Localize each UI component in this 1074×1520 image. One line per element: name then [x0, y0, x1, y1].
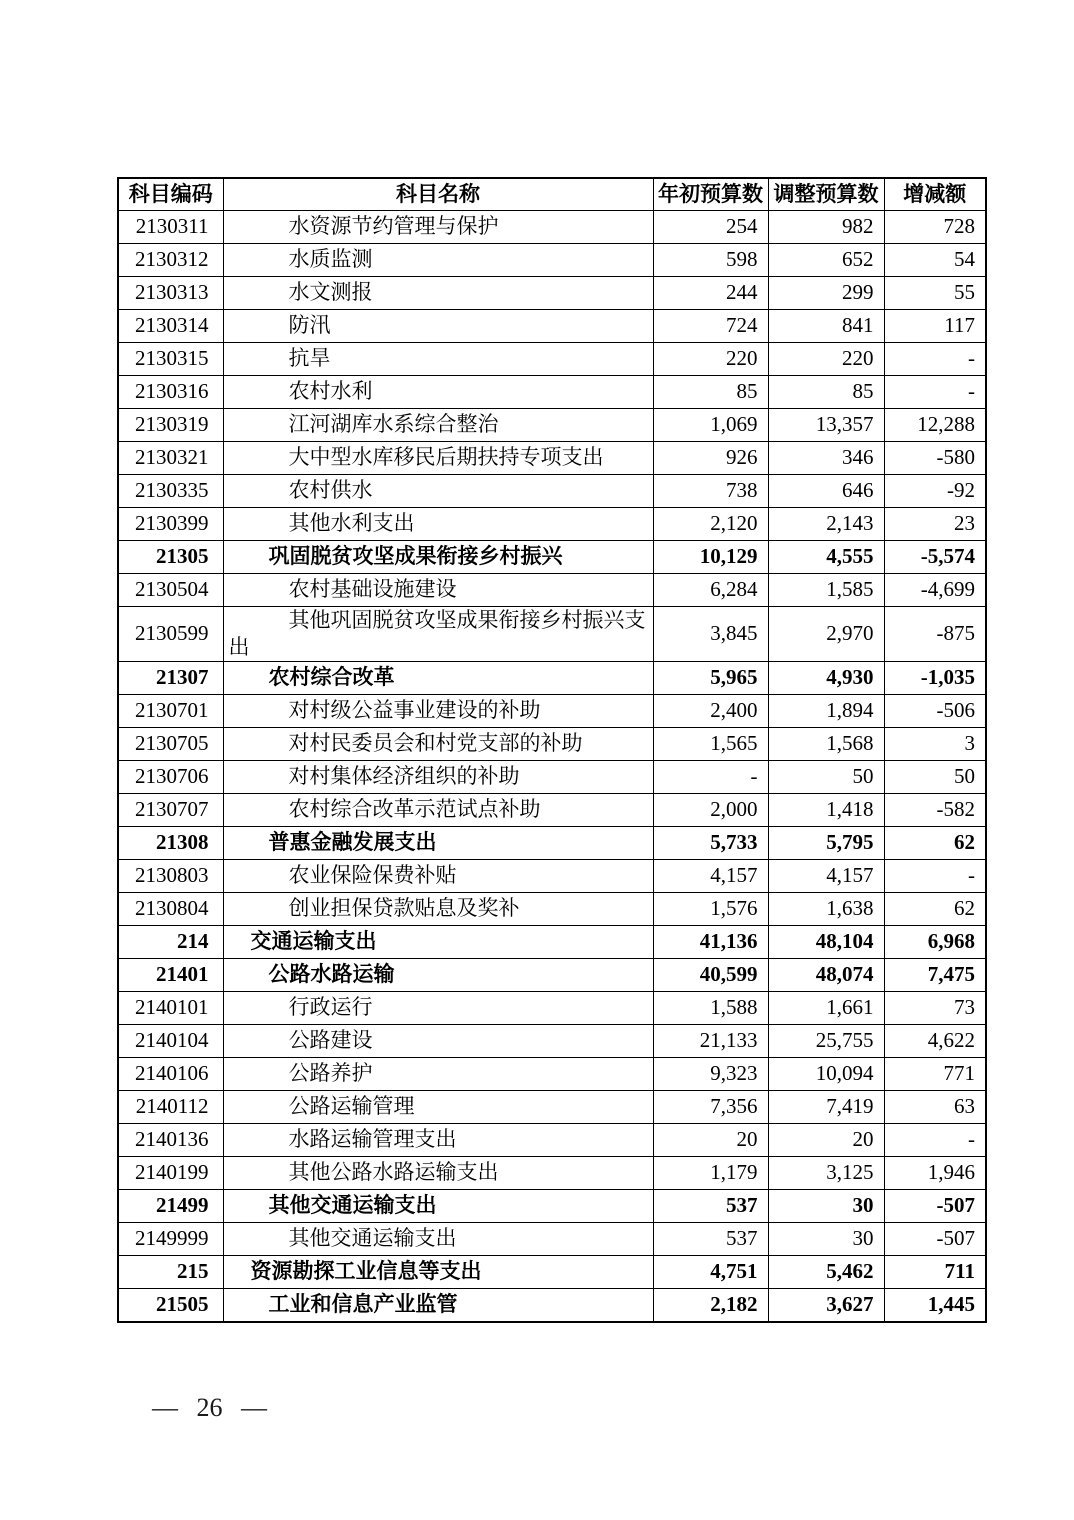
- change-amount-cell: -92: [884, 474, 986, 507]
- initial-budget-cell: 2,400: [653, 695, 768, 728]
- initial-budget-cell: 1,588: [653, 992, 768, 1025]
- budget-table: [117, 177, 987, 1323]
- change-amount-cell: 54: [884, 243, 986, 276]
- change-amount-cell: 23: [884, 507, 986, 540]
- change-amount-cell: -5,574: [884, 540, 986, 573]
- name-cell: 其他巩固脱贫攻坚成果衔接乡村振兴支出: [223, 606, 653, 662]
- initial-budget-cell: 3,845: [653, 606, 768, 662]
- table-row: [118, 606, 986, 662]
- table-row: [118, 695, 986, 728]
- adjusted-budget-cell: 1,585: [768, 573, 884, 606]
- adjusted-budget-cell: 1,638: [768, 893, 884, 926]
- name-cell: 农村水利: [223, 375, 653, 408]
- name-cell: 对村级公益事业建设的补助: [223, 695, 653, 728]
- code-cell: 2130316: [118, 375, 223, 408]
- adjusted-budget-cell: 7,419: [768, 1091, 884, 1124]
- initial-budget-cell: 4,751: [653, 1256, 768, 1289]
- change-amount-cell: -: [884, 860, 986, 893]
- column-header-name: 科目名称: [223, 178, 653, 210]
- adjusted-budget-cell: 4,930: [768, 662, 884, 695]
- change-amount-cell: 62: [884, 827, 986, 860]
- code-cell: 2149999: [118, 1223, 223, 1256]
- initial-budget-cell: 724: [653, 309, 768, 342]
- column-header-adjusted-budget: 调整预算数: [768, 178, 884, 210]
- adjusted-budget-cell: 20: [768, 1124, 884, 1157]
- code-cell: 2130803: [118, 860, 223, 893]
- initial-budget-cell: 2,000: [653, 794, 768, 827]
- code-cell: 2130399: [118, 507, 223, 540]
- initial-budget-cell: 738: [653, 474, 768, 507]
- code-cell: 2130804: [118, 893, 223, 926]
- name-cell: 农村供水: [223, 474, 653, 507]
- table-row: [118, 1058, 986, 1091]
- table-row: [118, 992, 986, 1025]
- table-row: [118, 794, 986, 827]
- initial-budget-cell: 2,120: [653, 507, 768, 540]
- initial-budget-cell: 537: [653, 1223, 768, 1256]
- name-cell: 创业担保贷款贴息及奖补: [223, 893, 653, 926]
- change-amount-cell: 7,475: [884, 959, 986, 992]
- table-row: [118, 728, 986, 761]
- table-row: [118, 441, 986, 474]
- change-amount-cell: -506: [884, 695, 986, 728]
- name-cell: 其他交通运输支出: [223, 1190, 653, 1223]
- name-cell: 大中型水库移民后期扶持专项支出: [223, 441, 653, 474]
- name-cell: 公路运输管理: [223, 1091, 653, 1124]
- name-cell: 工业和信息产业监管: [223, 1289, 653, 1322]
- code-cell: 2130312: [118, 243, 223, 276]
- name-cell: 农村综合改革示范试点补助: [223, 794, 653, 827]
- code-cell: 2130321: [118, 441, 223, 474]
- name-cell: 对村民委员会和村党支部的补助: [223, 728, 653, 761]
- change-amount-cell: -582: [884, 794, 986, 827]
- table-row: [118, 860, 986, 893]
- table-row: [118, 1091, 986, 1124]
- initial-budget-cell: 1,565: [653, 728, 768, 761]
- adjusted-budget-cell: 1,894: [768, 695, 884, 728]
- table-row: [118, 276, 986, 309]
- initial-budget-cell: 7,356: [653, 1091, 768, 1124]
- name-cell: 农村综合改革: [223, 662, 653, 695]
- change-amount-cell: -: [884, 1124, 986, 1157]
- initial-budget-cell: 41,136: [653, 926, 768, 959]
- code-cell: 2130504: [118, 573, 223, 606]
- table-row: [118, 210, 986, 243]
- name-cell: 公路水路运输: [223, 959, 653, 992]
- change-amount-cell: 4,622: [884, 1025, 986, 1058]
- initial-budget-cell: 598: [653, 243, 768, 276]
- code-cell: 2130701: [118, 695, 223, 728]
- code-cell: 2130706: [118, 761, 223, 794]
- initial-budget-cell: 1,179: [653, 1157, 768, 1190]
- page-number: — 26 —: [152, 1393, 267, 1422]
- name-cell: 水文测报: [223, 276, 653, 309]
- change-amount-cell: 63: [884, 1091, 986, 1124]
- code-cell: 2130315: [118, 342, 223, 375]
- adjusted-budget-cell: 2,143: [768, 507, 884, 540]
- table-row: [118, 893, 986, 926]
- table-row: [118, 375, 986, 408]
- code-cell: 21499: [118, 1190, 223, 1223]
- code-cell: 2130599: [118, 606, 223, 662]
- change-amount-cell: -580: [884, 441, 986, 474]
- code-cell: 21401: [118, 959, 223, 992]
- adjusted-budget-cell: 2,970: [768, 606, 884, 662]
- name-cell: 防汛: [223, 309, 653, 342]
- change-amount-cell: -507: [884, 1190, 986, 1223]
- initial-budget-cell: 244: [653, 276, 768, 309]
- initial-budget-cell: 10,129: [653, 540, 768, 573]
- name-cell: 农业保险保费补贴: [223, 860, 653, 893]
- table-row: [118, 474, 986, 507]
- change-amount-cell: -875: [884, 606, 986, 662]
- change-amount-cell: 771: [884, 1058, 986, 1091]
- adjusted-budget-cell: 1,418: [768, 794, 884, 827]
- table-row: [118, 1157, 986, 1190]
- adjusted-budget-cell: 5,795: [768, 827, 884, 860]
- change-amount-cell: 73: [884, 992, 986, 1025]
- column-header-change-amount: 增减额: [884, 178, 986, 210]
- code-cell: 2130335: [118, 474, 223, 507]
- change-amount-cell: 3: [884, 728, 986, 761]
- adjusted-budget-cell: 1,661: [768, 992, 884, 1025]
- table-row: [118, 1025, 986, 1058]
- change-amount-cell: -4,699: [884, 573, 986, 606]
- adjusted-budget-cell: 5,462: [768, 1256, 884, 1289]
- adjusted-budget-cell: 982: [768, 210, 884, 243]
- name-cell: 公路建设: [223, 1025, 653, 1058]
- change-amount-cell: 1,445: [884, 1289, 986, 1322]
- initial-budget-cell: 926: [653, 441, 768, 474]
- name-cell: 江河湖库水系综合整治: [223, 408, 653, 441]
- table-row: [118, 342, 986, 375]
- table-row: [118, 761, 986, 794]
- table-row: [118, 309, 986, 342]
- code-cell: 21505: [118, 1289, 223, 1322]
- budget-table-body: [118, 210, 986, 1322]
- code-cell: 2130311: [118, 210, 223, 243]
- adjusted-budget-cell: 48,074: [768, 959, 884, 992]
- code-cell: 21307: [118, 662, 223, 695]
- code-cell: 2140104: [118, 1025, 223, 1058]
- name-cell: 资源勘探工业信息等支出: [223, 1256, 653, 1289]
- adjusted-budget-cell: 346: [768, 441, 884, 474]
- adjusted-budget-cell: 30: [768, 1223, 884, 1256]
- code-cell: 2140106: [118, 1058, 223, 1091]
- table-row: [118, 408, 986, 441]
- change-amount-cell: 1,946: [884, 1157, 986, 1190]
- table-row: [118, 1223, 986, 1256]
- table-row: [118, 1124, 986, 1157]
- change-amount-cell: 12,288: [884, 408, 986, 441]
- code-cell: 214: [118, 926, 223, 959]
- table-row: [118, 507, 986, 540]
- adjusted-budget-cell: 4,555: [768, 540, 884, 573]
- name-cell: 对村集体经济组织的补助: [223, 761, 653, 794]
- change-amount-cell: 728: [884, 210, 986, 243]
- name-cell: 其他水利支出: [223, 507, 653, 540]
- initial-budget-cell: 20: [653, 1124, 768, 1157]
- name-cell: 水路运输管理支出: [223, 1124, 653, 1157]
- table-row: [118, 926, 986, 959]
- initial-budget-cell: 5,733: [653, 827, 768, 860]
- name-cell: 抗旱: [223, 342, 653, 375]
- name-cell: 水质监测: [223, 243, 653, 276]
- initial-budget-cell: 4,157: [653, 860, 768, 893]
- change-amount-cell: 711: [884, 1256, 986, 1289]
- adjusted-budget-cell: 3,627: [768, 1289, 884, 1322]
- initial-budget-cell: 2,182: [653, 1289, 768, 1322]
- change-amount-cell: -: [884, 342, 986, 375]
- code-cell: 2140112: [118, 1091, 223, 1124]
- change-amount-cell: 50: [884, 761, 986, 794]
- name-cell: 行政运行: [223, 992, 653, 1025]
- change-amount-cell: -1,035: [884, 662, 986, 695]
- adjusted-budget-cell: 30: [768, 1190, 884, 1223]
- initial-budget-cell: 21,133: [653, 1025, 768, 1058]
- table-row: [118, 243, 986, 276]
- name-cell: 巩固脱贫攻坚成果衔接乡村振兴: [223, 540, 653, 573]
- column-header-initial-budget: 年初预算数: [653, 178, 768, 210]
- code-cell: 21305: [118, 540, 223, 573]
- code-cell: 2130319: [118, 408, 223, 441]
- table-row: [118, 827, 986, 860]
- change-amount-cell: 62: [884, 893, 986, 926]
- initial-budget-cell: 1,069: [653, 408, 768, 441]
- adjusted-budget-cell: 652: [768, 243, 884, 276]
- table-row: [118, 573, 986, 606]
- code-cell: 215: [118, 1256, 223, 1289]
- adjusted-budget-cell: 299: [768, 276, 884, 309]
- table-row: [118, 662, 986, 695]
- code-cell: 21308: [118, 827, 223, 860]
- name-cell: 其他公路水路运输支出: [223, 1157, 653, 1190]
- adjusted-budget-cell: 4,157: [768, 860, 884, 893]
- initial-budget-cell: -: [653, 761, 768, 794]
- name-cell: 交通运输支出: [223, 926, 653, 959]
- table-row: [118, 1190, 986, 1223]
- change-amount-cell: -507: [884, 1223, 986, 1256]
- name-cell: 公路养护: [223, 1058, 653, 1091]
- name-cell: 水资源节约管理与保护: [223, 210, 653, 243]
- initial-budget-cell: 40,599: [653, 959, 768, 992]
- adjusted-budget-cell: 220: [768, 342, 884, 375]
- adjusted-budget-cell: 25,755: [768, 1025, 884, 1058]
- table-row: [118, 1256, 986, 1289]
- initial-budget-cell: 9,323: [653, 1058, 768, 1091]
- initial-budget-cell: 254: [653, 210, 768, 243]
- change-amount-cell: 55: [884, 276, 986, 309]
- name-cell: 普惠金融发展支出: [223, 827, 653, 860]
- name-cell: 农村基础设施建设: [223, 573, 653, 606]
- table-row: [118, 540, 986, 573]
- initial-budget-cell: 537: [653, 1190, 768, 1223]
- initial-budget-cell: 85: [653, 375, 768, 408]
- adjusted-budget-cell: 13,357: [768, 408, 884, 441]
- table-row: [118, 1289, 986, 1322]
- change-amount-cell: 6,968: [884, 926, 986, 959]
- adjusted-budget-cell: 50: [768, 761, 884, 794]
- initial-budget-cell: 220: [653, 342, 768, 375]
- adjusted-budget-cell: 3,125: [768, 1157, 884, 1190]
- code-cell: 2130707: [118, 794, 223, 827]
- code-cell: 2140101: [118, 992, 223, 1025]
- change-amount-cell: 117: [884, 309, 986, 342]
- adjusted-budget-cell: 85: [768, 375, 884, 408]
- initial-budget-cell: 6,284: [653, 573, 768, 606]
- code-cell: 2130314: [118, 309, 223, 342]
- table-row: [118, 959, 986, 992]
- adjusted-budget-cell: 48,104: [768, 926, 884, 959]
- column-header-code: 科目编码: [118, 178, 223, 210]
- adjusted-budget-cell: 841: [768, 309, 884, 342]
- initial-budget-cell: 5,965: [653, 662, 768, 695]
- name-cell: 其他交通运输支出: [223, 1223, 653, 1256]
- code-cell: 2140136: [118, 1124, 223, 1157]
- code-cell: 2140199: [118, 1157, 223, 1190]
- change-amount-cell: -: [884, 375, 986, 408]
- adjusted-budget-cell: 1,568: [768, 728, 884, 761]
- code-cell: 2130313: [118, 276, 223, 309]
- header-row: [118, 178, 986, 210]
- adjusted-budget-cell: 646: [768, 474, 884, 507]
- adjusted-budget-cell: 10,094: [768, 1058, 884, 1091]
- code-cell: 2130705: [118, 728, 223, 761]
- initial-budget-cell: 1,576: [653, 893, 768, 926]
